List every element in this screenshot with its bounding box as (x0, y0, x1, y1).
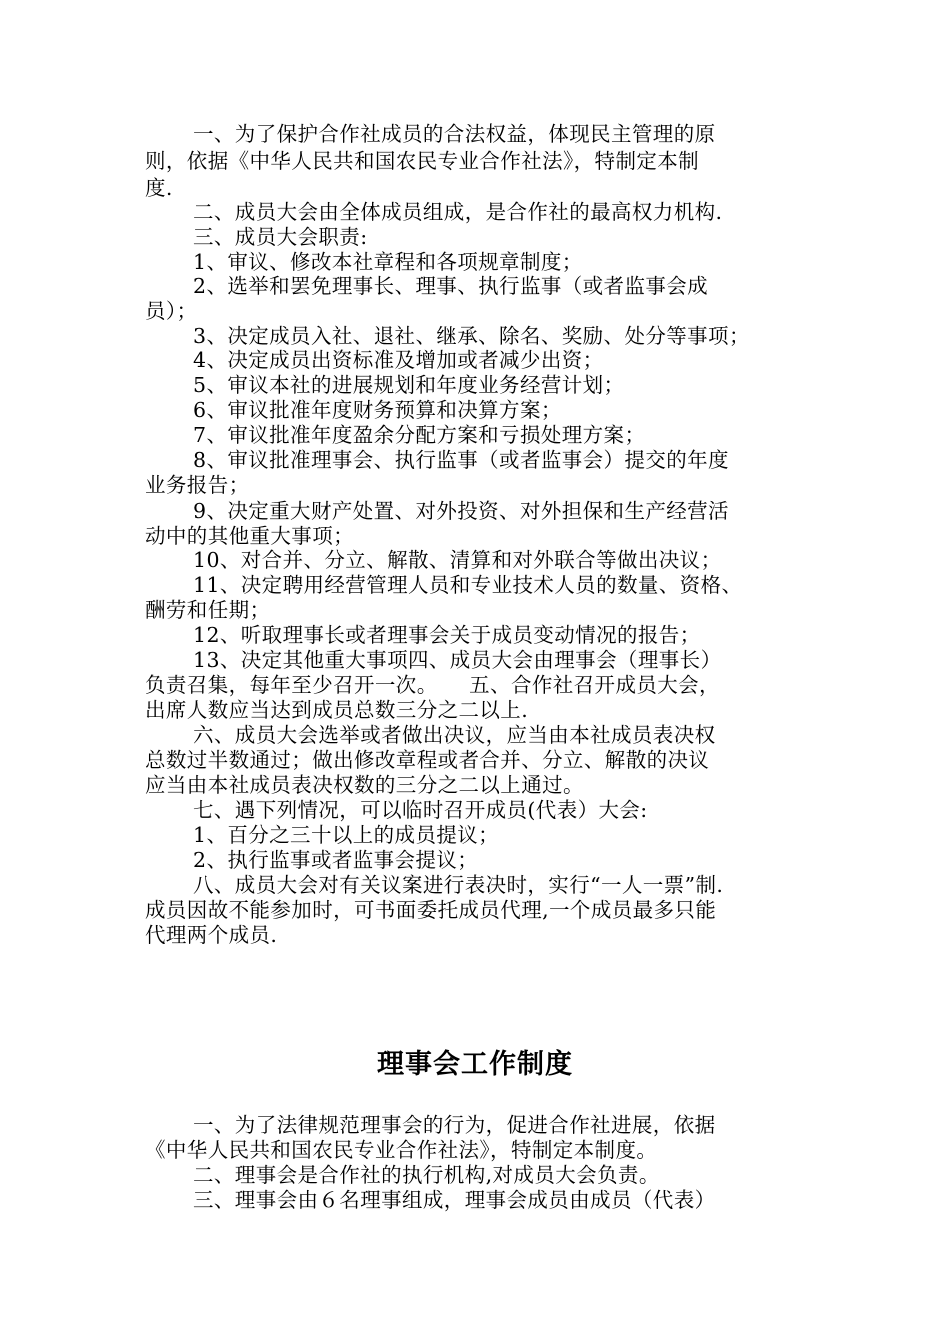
paragraph-line: 10、对合并、分立、解散、清算和对外联合等做出决议； (193, 548, 722, 572)
paragraph-line: 六、成员大会选举或者做出决议，应当由本社成员表决权 (193, 723, 716, 747)
paragraph-line: 4、决定成员出资标准及增加或者减少出资； (193, 348, 604, 372)
paragraph-line: 8、审议批准理事会、执行监事（或者监事会）提交的年度 (193, 448, 729, 472)
paragraph-line: 八、成员大会对有关议案进行表决时，实行“一人一票”制. (193, 873, 724, 897)
paragraph-line: 一、为了保护合作社成员的合法权益，体现民主管理的原 (193, 122, 716, 146)
paragraph-line: 5、审议本社的进展规划和年度业务经营计划； (193, 373, 625, 397)
paragraph-line: 应当由本社成员表决权数的三分之二以上通过。 (145, 773, 584, 797)
paragraph-line: 三、理事会由６名理事组成，理事会成员由成员（代表） (193, 1188, 716, 1212)
paragraph-line: 负责召集，每年至少召开一次。 五、合作社召开成员大会， (145, 673, 720, 697)
paragraph-line: 6、审议批准年度财务预算和决算方案； (193, 398, 562, 422)
paragraph-line: 员）； (145, 299, 198, 323)
paragraph-line: 11、决定聘用经营管理人员和专业技术人员的数量、资格、 (193, 573, 743, 597)
paragraph-line: 出席人数应当达到成员总数三分之二以上. (145, 698, 529, 722)
paragraph-line: 度. (145, 176, 173, 200)
paragraph-line: 酬劳和任期； (145, 598, 271, 622)
paragraph-line: 成员因故不能参加时，可书面委托成员代理,一个成员最多只能 (145, 898, 717, 922)
paragraph-line: 七、遇下列情况，可以临时召开成员(代表）大会: (193, 798, 648, 822)
paragraph-line: 代理两个成员. (145, 923, 278, 947)
paragraph-line: 二、成员大会由全体成员组成，是合作社的最高权力机构. (193, 200, 723, 224)
paragraph-line: 13、决定其他重大事项四、成员大会由理事会（理事长） (193, 648, 722, 672)
paragraph-line: 一、为了法律规范理事会的行为，促进合作社进展，依据 (193, 1113, 716, 1137)
paragraph-line: 三、成员大会职责: (193, 225, 368, 249)
paragraph-line: 3、决定成员入社、退社、继承、除名、奖励、处分等事项； (193, 324, 750, 348)
paragraph-line: 动中的其他重大事项； (145, 524, 354, 548)
paragraph-line: 业务报告； (145, 473, 250, 497)
paragraph-line: 2、执行监事或者监事会提议； (193, 848, 479, 872)
paragraph-line: 总数过半数通过；做出修改章程或者合并、分立、解散的决议 (145, 748, 710, 772)
paragraph-line: 二、理事会是合作社的执行机构,对成员大会负责。 (193, 1163, 660, 1187)
paragraph-line: 9、决定重大财产处置、对外投资、对外担保和生产经营活 (193, 499, 729, 523)
paragraph-line: 2、选举和罢免理事长、理事、执行监事（或者监事会成 (193, 274, 709, 298)
paragraph-line: 12、听取理事长或者理事会关于成员变动情况的报告； (193, 623, 701, 647)
paragraph-line: 7、审议批准年度盈余分配方案和亏损处理方案； (193, 423, 646, 447)
paragraph-line: 1、审议、修改本社章程和各项规章制度； (193, 250, 583, 274)
paragraph-line: 1、百分之三十以上的成员提议； (193, 823, 500, 847)
section-title: 理事会工作制度 (377, 1049, 573, 1080)
paragraph-line: 《中华人民共和国农民专业合作社法》，特制定本制度。 (145, 1138, 658, 1162)
paragraph-line: 则，依据《中华人民共和国农民专业合作社法》，特制定本制 (145, 149, 700, 173)
